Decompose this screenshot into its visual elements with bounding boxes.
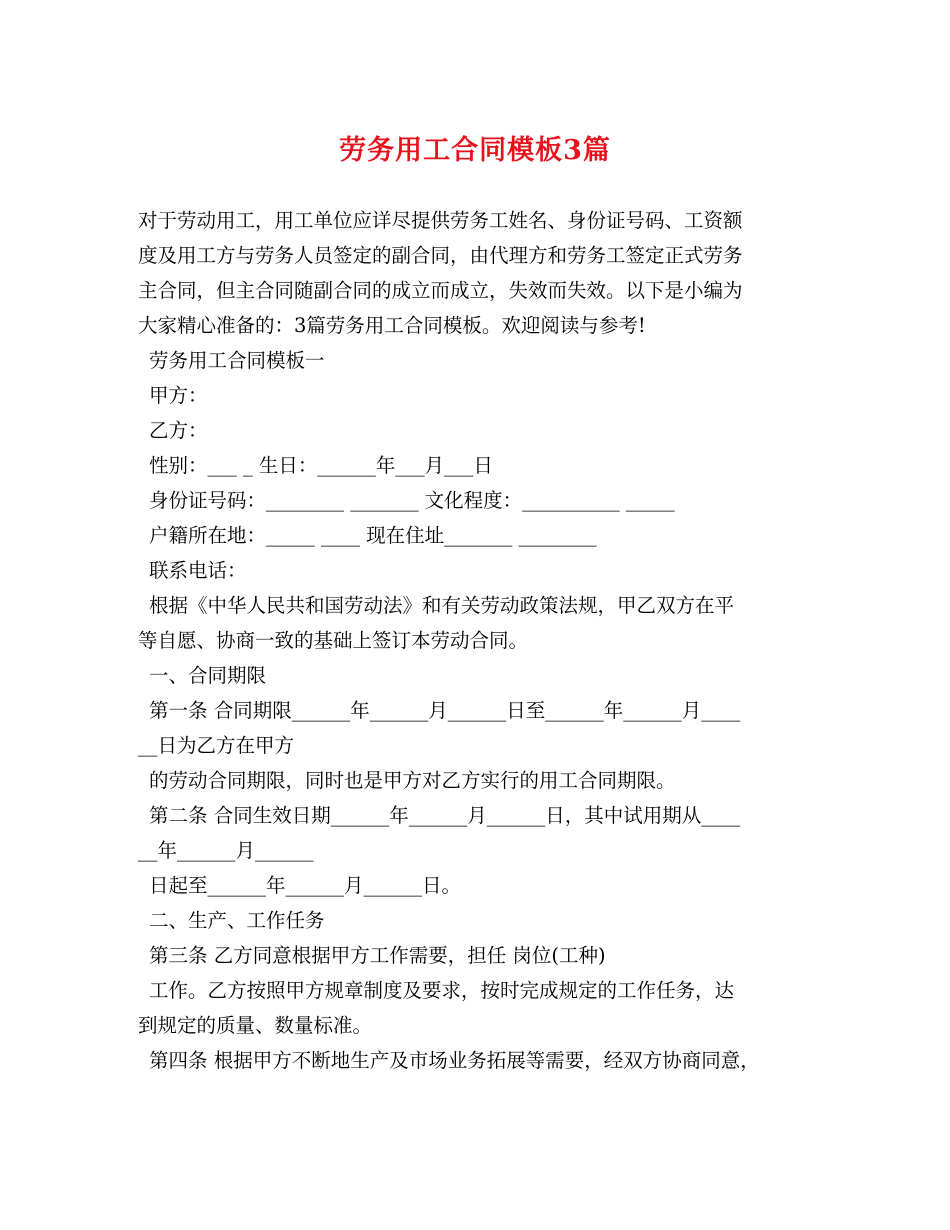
phone-line: 联系电话： [149, 559, 247, 582]
clause-line: 第一条 合同期限______年______月______日至______年______月____ [149, 699, 741, 722]
body-line: 等自愿、协商一致的基础上签订本劳动合同。 [138, 629, 529, 652]
document-title: 劳务用工合同模板3篇 [339, 135, 611, 166]
clause-line: 到规定的质量、数量标准。 [138, 1014, 373, 1037]
section-heading: 二、生产、工作任务 [149, 909, 325, 932]
intro-line: 度及用工方与劳务人员签定的副合同，由代理方和劳务工签定正式劳务 [138, 244, 743, 267]
document-body [138, 203, 818, 1078]
intro-line: 大家精心准备的：3篇劳务用工合同模板。欢迎阅读与参考! [138, 314, 646, 337]
address-line: 户籍所在地：_____ ____ 现在住址_______ ________ [149, 524, 597, 547]
clause-line: 工作。乙方按照甲方规章制度及要求，按时完成规定的工作任务，达 [149, 979, 735, 1002]
party-a-line: 甲方： [149, 384, 208, 407]
clause-line: 第三条 乙方同意根据甲方工作需要，担任 岗位(工种) [149, 944, 606, 967]
section-heading: 一、合同期限 [149, 664, 267, 687]
clause-line: 第二条 合同生效日期______年______月______日，其中试用期从____ [149, 804, 741, 827]
id-education-line: 身份证号码：________ _______ 文化程度：__________ _____ [149, 489, 675, 512]
gender-birthday-line: 性别：___ _ 生日：______年___月___日 [149, 454, 493, 477]
clause-line: __日为乙方在甲方 [138, 734, 295, 757]
intro-line: 主合同，但主合同随副合同的成立而成立，失效而失效。以下是小编为 [138, 279, 743, 302]
clause-line: 第四条 根据甲方不断地生产及市场业务拓展等需要，经双方协商同意， [149, 1049, 760, 1072]
body-line: 根据《中华人民共和国劳动法》和有关劳动政策法规，甲乙双方在平 [149, 594, 735, 617]
clause-line: 日起至______年______月______日。 [149, 874, 462, 897]
section-heading: 劳务用工合同模板一 [149, 349, 325, 372]
clause-line: 的劳动合同期限，同时也是甲方对乙方实行的用工合同期限。 [149, 769, 676, 792]
party-b-line: 乙方： [149, 419, 208, 442]
intro-line: 对于劳动用工，用工单位应详尽提供劳务工姓名、身份证号码、工资额 [138, 209, 743, 232]
clause-line: __年______月______ [138, 839, 314, 862]
